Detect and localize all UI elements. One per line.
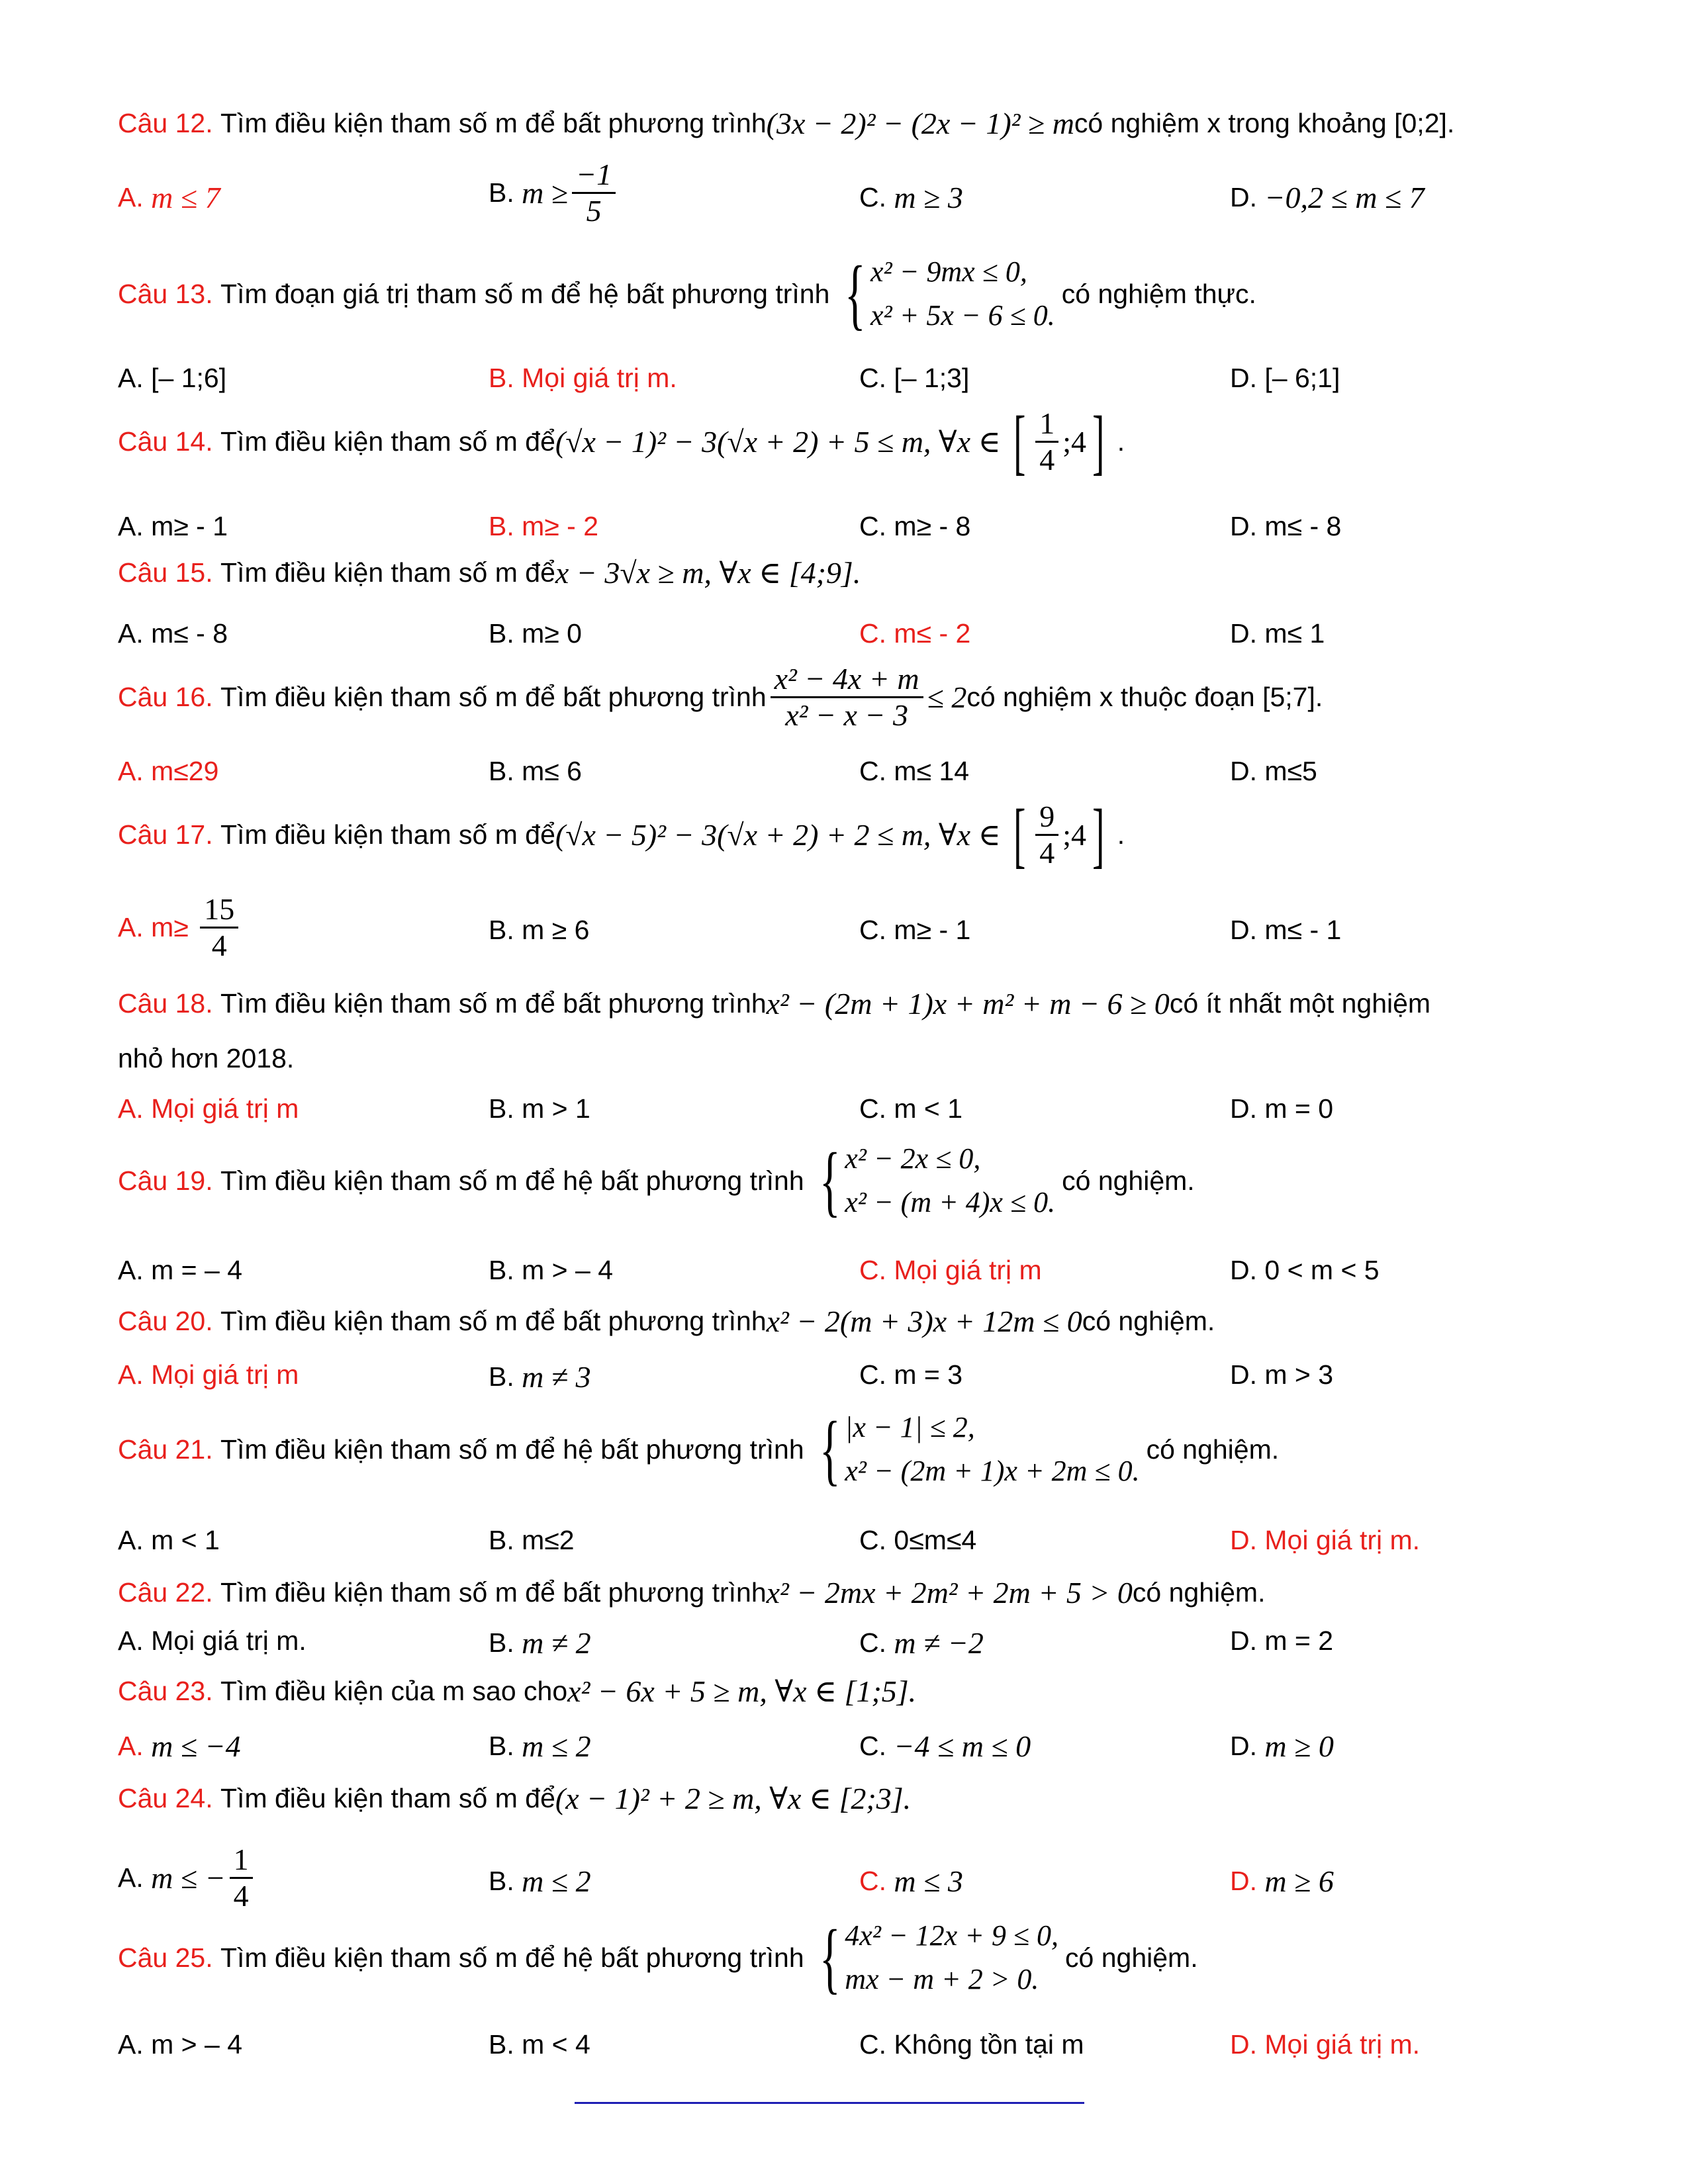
interval: [ $\frac{1}{4}$ ;4 ] — [1013, 401, 1105, 482]
fraction: $\frac{15}{4}$ — [200, 892, 238, 963]
question-14-stem: Câu 14. Tìm điều kiện tham số m để (√x − 1)² − 3(√x + 2) + 5 ≤ m, ∀x ∈ [ $\frac{1}{4}$ ;4 ] . — [118, 401, 1125, 482]
option-d[interactable]: D. m > 3 — [1230, 1359, 1334, 1390]
option-c[interactable]: C. Không tồn tại m — [859, 2029, 1084, 2060]
option-d[interactable]: D. m≤5 — [1230, 756, 1317, 786]
inequality-system: { x² − 9mx ≤ 0, x² + 5x − 6 ≤ 0. — [845, 250, 1055, 338]
fraction: $\frac{1}{4}$ — [230, 1843, 253, 1913]
math-expression: (√x − 1)² − 3(√x + 2) + 5 ≤ m, ∀x ∈ — [555, 425, 1001, 459]
question-12-stem — [118, 106, 1454, 141]
math-expression: x² − 6x + 5 ≥ m, ∀x ∈ [1;5]. — [567, 1674, 917, 1708]
question-number: Câu 12. — [118, 108, 213, 138]
option-d[interactable]: D. m ≥ 0 — [1230, 1729, 1334, 1763]
option-a[interactable]: A. Mọi giá trị m — [118, 1093, 299, 1124]
question-20-stem — [118, 1304, 1215, 1339]
question-text: Tìm điều kiện tham số m để — [220, 1782, 555, 1813]
option-d[interactable]: D. m ≥ 6 — [1230, 1864, 1334, 1898]
question-number: Câu 20. — [118, 1306, 213, 1336]
fraction: $\frac{\text{x² − 4x + m}}{\text{x² − x − 3}}$ — [771, 662, 923, 733]
question-text: Tìm điều kiện tham số m để bất phương trình — [220, 682, 767, 712]
question-23-stem — [118, 1673, 916, 1709]
option-a[interactable]: A. m ≤ − $\frac{1}{4}$ — [118, 1843, 257, 1913]
option-c[interactable]: C. Mọi giá trị m — [859, 1255, 1042, 1285]
option-d[interactable]: D. m≤ - 8 — [1230, 511, 1342, 541]
math-expression: (3x − 2)² − (2x − 1)² ≥ m — [766, 107, 1074, 140]
option-b[interactable]: B. m≥ - 2 — [489, 511, 599, 541]
question-text: Tìm điều kiện tham số m để bất phương trình — [220, 1577, 767, 1608]
option-a[interactable]: A. Mọi giá trị m — [118, 1359, 299, 1390]
option-d[interactable]: D. m≤ 1 — [1230, 618, 1325, 649]
option-c[interactable]: C. m≥ - 1 — [859, 915, 971, 945]
option-c[interactable]: C. 0≤m≤4 — [859, 1525, 977, 1555]
question-text: Tìm điều kiện của m sao cho — [220, 1675, 568, 1706]
option-b[interactable]: B. m > – 4 — [489, 1255, 614, 1285]
option-b[interactable]: B. m ≤ 2 — [489, 1729, 591, 1763]
question-text: Tìm điều kiện tham số m để bất phương trình — [220, 108, 767, 138]
question-text-end: có nghiệm thực. — [1061, 278, 1256, 309]
question-text-end: có nghiệm. — [1062, 1165, 1195, 1196]
question-25-stem — [118, 1914, 1198, 2001]
option-b[interactable]: B. m≤2 — [489, 1525, 575, 1555]
question-15-stem — [118, 555, 861, 590]
math-expression: ≤ 2 — [927, 680, 967, 714]
math-expression: x − 3√x ≥ m, ∀x ∈ [4;9]. — [555, 556, 861, 590]
question-number: Câu 16. — [118, 682, 213, 712]
question-number: Câu 13. — [118, 278, 213, 309]
question-text-end: có nghiệm. — [1132, 1577, 1266, 1608]
option-b[interactable]: B. m ≤ 2 — [489, 1864, 591, 1898]
inequality-system: { |x − 1| ≤ 2, x² − (2m + 1)x + 2m ≤ 0. — [819, 1405, 1140, 1493]
inequality-system: { x² − 2x ≤ 0, x² − (m + 4)x ≤ 0. — [819, 1136, 1056, 1224]
question-number: Câu 25. — [118, 1942, 213, 1973]
option-a[interactable]: A. [– 1;6] — [118, 363, 227, 393]
option-b[interactable]: B. m > 1 — [489, 1093, 590, 1124]
question-text: Tìm điều kiện tham số m để bất phương trình — [220, 988, 767, 1019]
question-text: Tìm điều kiện tham số m để hệ bất phương trình — [220, 1165, 804, 1196]
option-d[interactable]: D. Mọi giá trị m. — [1230, 1525, 1421, 1555]
option-b[interactable]: B. m ≥ 6 — [489, 915, 590, 945]
option-a[interactable]: A. Mọi giá trị m. — [118, 1625, 306, 1656]
option-b[interactable]: B. m ≠ 3 — [489, 1360, 591, 1394]
option-a[interactable]: A. m≥ - 1 — [118, 511, 228, 541]
option-a[interactable]: A. m < 1 — [118, 1525, 220, 1555]
interval: [ $\frac{9}{4}$ ;4 ] — [1013, 794, 1105, 875]
option-c[interactable]: C. m < 1 — [859, 1093, 963, 1124]
question-number: Câu 17. — [118, 819, 213, 850]
inequality-system: { 4x² − 12x + 9 ≤ 0, mx − m + 2 > 0. — [819, 1913, 1059, 2001]
question-19-stem — [118, 1137, 1195, 1224]
question-text: Tìm đoạn giá trị tham số m để hệ bất phương trình — [220, 278, 830, 309]
option-b[interactable]: B. m < 4 — [489, 2029, 590, 2060]
option-d[interactable]: D. m = 0 — [1230, 1093, 1334, 1124]
question-number: Câu 15. — [118, 557, 213, 588]
option-b[interactable]: B. m≥ 0 — [489, 618, 582, 649]
option-c[interactable]: C. m ≠ −2 — [859, 1626, 984, 1660]
question-text: Tìm điều kiện tham số m để bất phương trình — [220, 1306, 767, 1336]
question-text: Tìm điều kiện tham số m để hệ bất phương trình — [220, 1942, 804, 1973]
option-b[interactable]: B. Mọi giá trị m. — [489, 363, 677, 393]
question-number: Câu 24. — [118, 1782, 213, 1813]
option-b[interactable]: B. m≤ 6 — [489, 756, 582, 786]
option-d[interactable]: D. m≤ - 1 — [1230, 915, 1342, 945]
option-c[interactable]: C. m≥ - 8 — [859, 511, 971, 541]
option-b[interactable]: B. m ≥ $\frac{-1}{5}$ — [489, 158, 620, 228]
option-a[interactable]: A. m ≤ −4 — [118, 1729, 241, 1763]
question-number: Câu 21. — [118, 1433, 213, 1465]
option-c[interactable]: C. m ≥ 3 — [859, 181, 963, 214]
math-expression: (x − 1)² + 2 ≥ m, ∀x ∈ [2;3]. — [555, 1782, 912, 1815]
question-24-stem — [118, 1780, 911, 1816]
option-c[interactable]: C. m ≤ 3 — [859, 1864, 963, 1898]
option-b[interactable]: B. m ≠ 2 — [489, 1626, 591, 1660]
option-a[interactable]: A. m = – 4 — [118, 1255, 243, 1285]
option-c[interactable]: C. −4 ≤ m ≤ 0 — [859, 1729, 1031, 1763]
question-number: Câu 14. — [118, 426, 213, 457]
option-a[interactable]: A. m ≤ 7 — [118, 181, 220, 214]
option-c[interactable]: C. [– 1;3] — [859, 363, 970, 393]
question-13-stem — [118, 250, 1256, 338]
math-expression: x² − 2(m + 3)x + 12m ≤ 0 — [766, 1304, 1082, 1338]
question-17-stem: Câu 17. Tìm điều kiện tham số m để (√x − 5)² − 3(√x + 2) + 2 ≤ m, ∀x ∈ [ $\frac{9}{4}$ ;4 ] . — [118, 794, 1125, 875]
question-text-end: có nghiệm x trong khoảng [0;2]. — [1074, 108, 1455, 138]
option-c[interactable]: C. m≤ - 2 — [859, 618, 971, 649]
question-text-end: có nghiệm. — [1065, 1942, 1198, 1973]
option-a[interactable]: A. m > – 4 — [118, 2029, 243, 2060]
question-text-end: có nghiệm x thuộc đoạn [5;7]. — [966, 682, 1323, 712]
question-text-end: có ít nhất một nghiệm — [1169, 988, 1431, 1019]
option-a[interactable]: A. m≥ $\frac{15}{4}$ — [118, 892, 242, 963]
option-d[interactable]: D. m = 2 — [1230, 1625, 1334, 1656]
question-16-stem — [118, 662, 1323, 733]
question-text-line2: nhỏ hơn 2018. — [118, 1043, 295, 1073]
footer-divider — [575, 2102, 1084, 2104]
option-c[interactable]: C. m≤ 14 — [859, 756, 970, 786]
option-d[interactable]: D. Mọi giá trị m. — [1230, 2029, 1421, 2060]
option-d[interactable]: D. −0,2 ≤ m ≤ 7 — [1230, 181, 1425, 214]
fraction: $\frac{-1}{5}$ — [572, 158, 616, 228]
question-number: Câu 18. — [118, 988, 213, 1019]
math-expression: x² − 2mx + 2m² + 2m + 5 > 0 — [766, 1576, 1133, 1610]
question-text-end: có nghiệm. — [1146, 1433, 1280, 1465]
question-text: Tìm điều kiện tham số m để — [220, 557, 555, 588]
question-number: Câu 19. — [118, 1165, 213, 1196]
question-number: Câu 22. — [118, 1577, 213, 1608]
question-22-stem — [118, 1575, 1265, 1610]
option-c[interactable]: C. m = 3 — [859, 1359, 963, 1390]
question-21-stem — [118, 1406, 1279, 1493]
question-text-end: có nghiệm. — [1082, 1306, 1215, 1336]
option-d[interactable]: D. 0 < m < 5 — [1230, 1255, 1380, 1285]
option-a[interactable]: A. m≤29 — [118, 756, 219, 786]
question-text: Tìm điều kiện tham số m để — [220, 819, 555, 850]
math-expression: x² − (2m + 1)x + m² + m − 6 ≥ 0 — [766, 987, 1170, 1021]
option-a[interactable]: A. m≤ - 8 — [118, 618, 228, 649]
math-expression: (√x − 5)² − 3(√x + 2) + 2 ≤ m, ∀x ∈ — [555, 818, 1001, 852]
question-text: Tìm điều kiện tham số m để — [220, 426, 555, 457]
option-d[interactable]: D. [– 6;1] — [1230, 363, 1340, 393]
question-number: Câu 23. — [118, 1675, 213, 1706]
question-text: Tìm điều kiện tham số m để hệ bất phương trình — [220, 1433, 804, 1465]
question-18-stem — [118, 986, 1430, 1021]
